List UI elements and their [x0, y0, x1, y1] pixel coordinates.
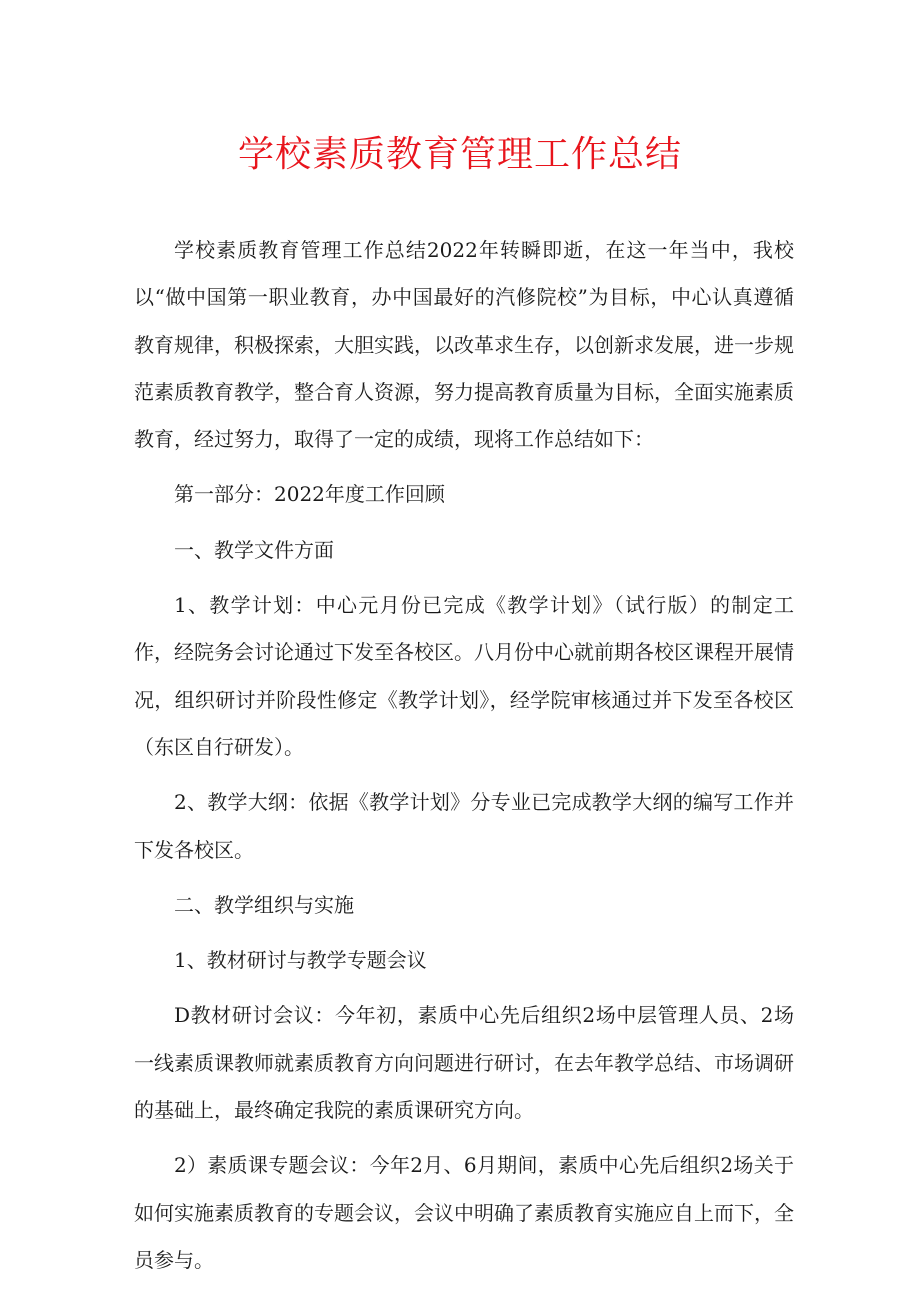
paragraph-part-one-heading: 第一部分：2022年度工作回顾 — [174, 482, 445, 507]
document-title: 学校素质教育管理工作总结 — [237, 134, 682, 175]
paragraph-textbook-meeting: D教材研讨会议：今年初，素质中心先后组织2场中层管理人员、2场一线素质课教师就素质教育方向问题进行研讨，在去年教学总结、市场调研的基础上，最终确定我院的素质课研究方向。 — [134, 1003, 794, 1123]
document-body — [134, 227, 794, 1284]
paragraph-subsection-heading: 1、教材研讨与教学专题会议 — [174, 948, 427, 973]
paragraph-section-two-heading: 二、教学组织与实施 — [174, 892, 354, 917]
paragraph-intro: 学校素质教育管理工作总结2022年转瞬即逝，在这一年当中，我校以“做中国第一职业教育，办中国最好的汽修院校”为目标，中心认真遵循教育规律，积极探索，大胆实践，以改革求生存，以创新求发展，进一步规范素质教育教学，整合育人资源，努力提高教育质量为目标，全面实施素质教育，经过努力，取得了一定的成绩，现将工作总结如下： — [134, 238, 794, 452]
paragraph-teaching-outline: 2、教学大纲：依据《教学计划》分专业已完成教学大纲的编写工作并下发各校区。 — [134, 790, 794, 862]
paragraph-special-meeting: 2）素质课专题会议：今年2月、6月期间，素质中心先后组织2场关于如何实施素质教育的专题会议，会议中明确了素质教育实施应自上而下，全员参与。 — [134, 1153, 794, 1272]
paragraph-teaching-plan: 1、教学计划：中心元月份已完成《教学计划》（试行版）的制定工作，经院务会讨论通过下发至各校区。八月份中心就前期各校区课程开展情况，组织研讨并阶段性修定《教学计划》，经学院审核通过并下发至各校区（东区自行研发）。 — [134, 593, 794, 759]
paragraph-section-one-heading: 一、教学文件方面 — [174, 537, 334, 562]
